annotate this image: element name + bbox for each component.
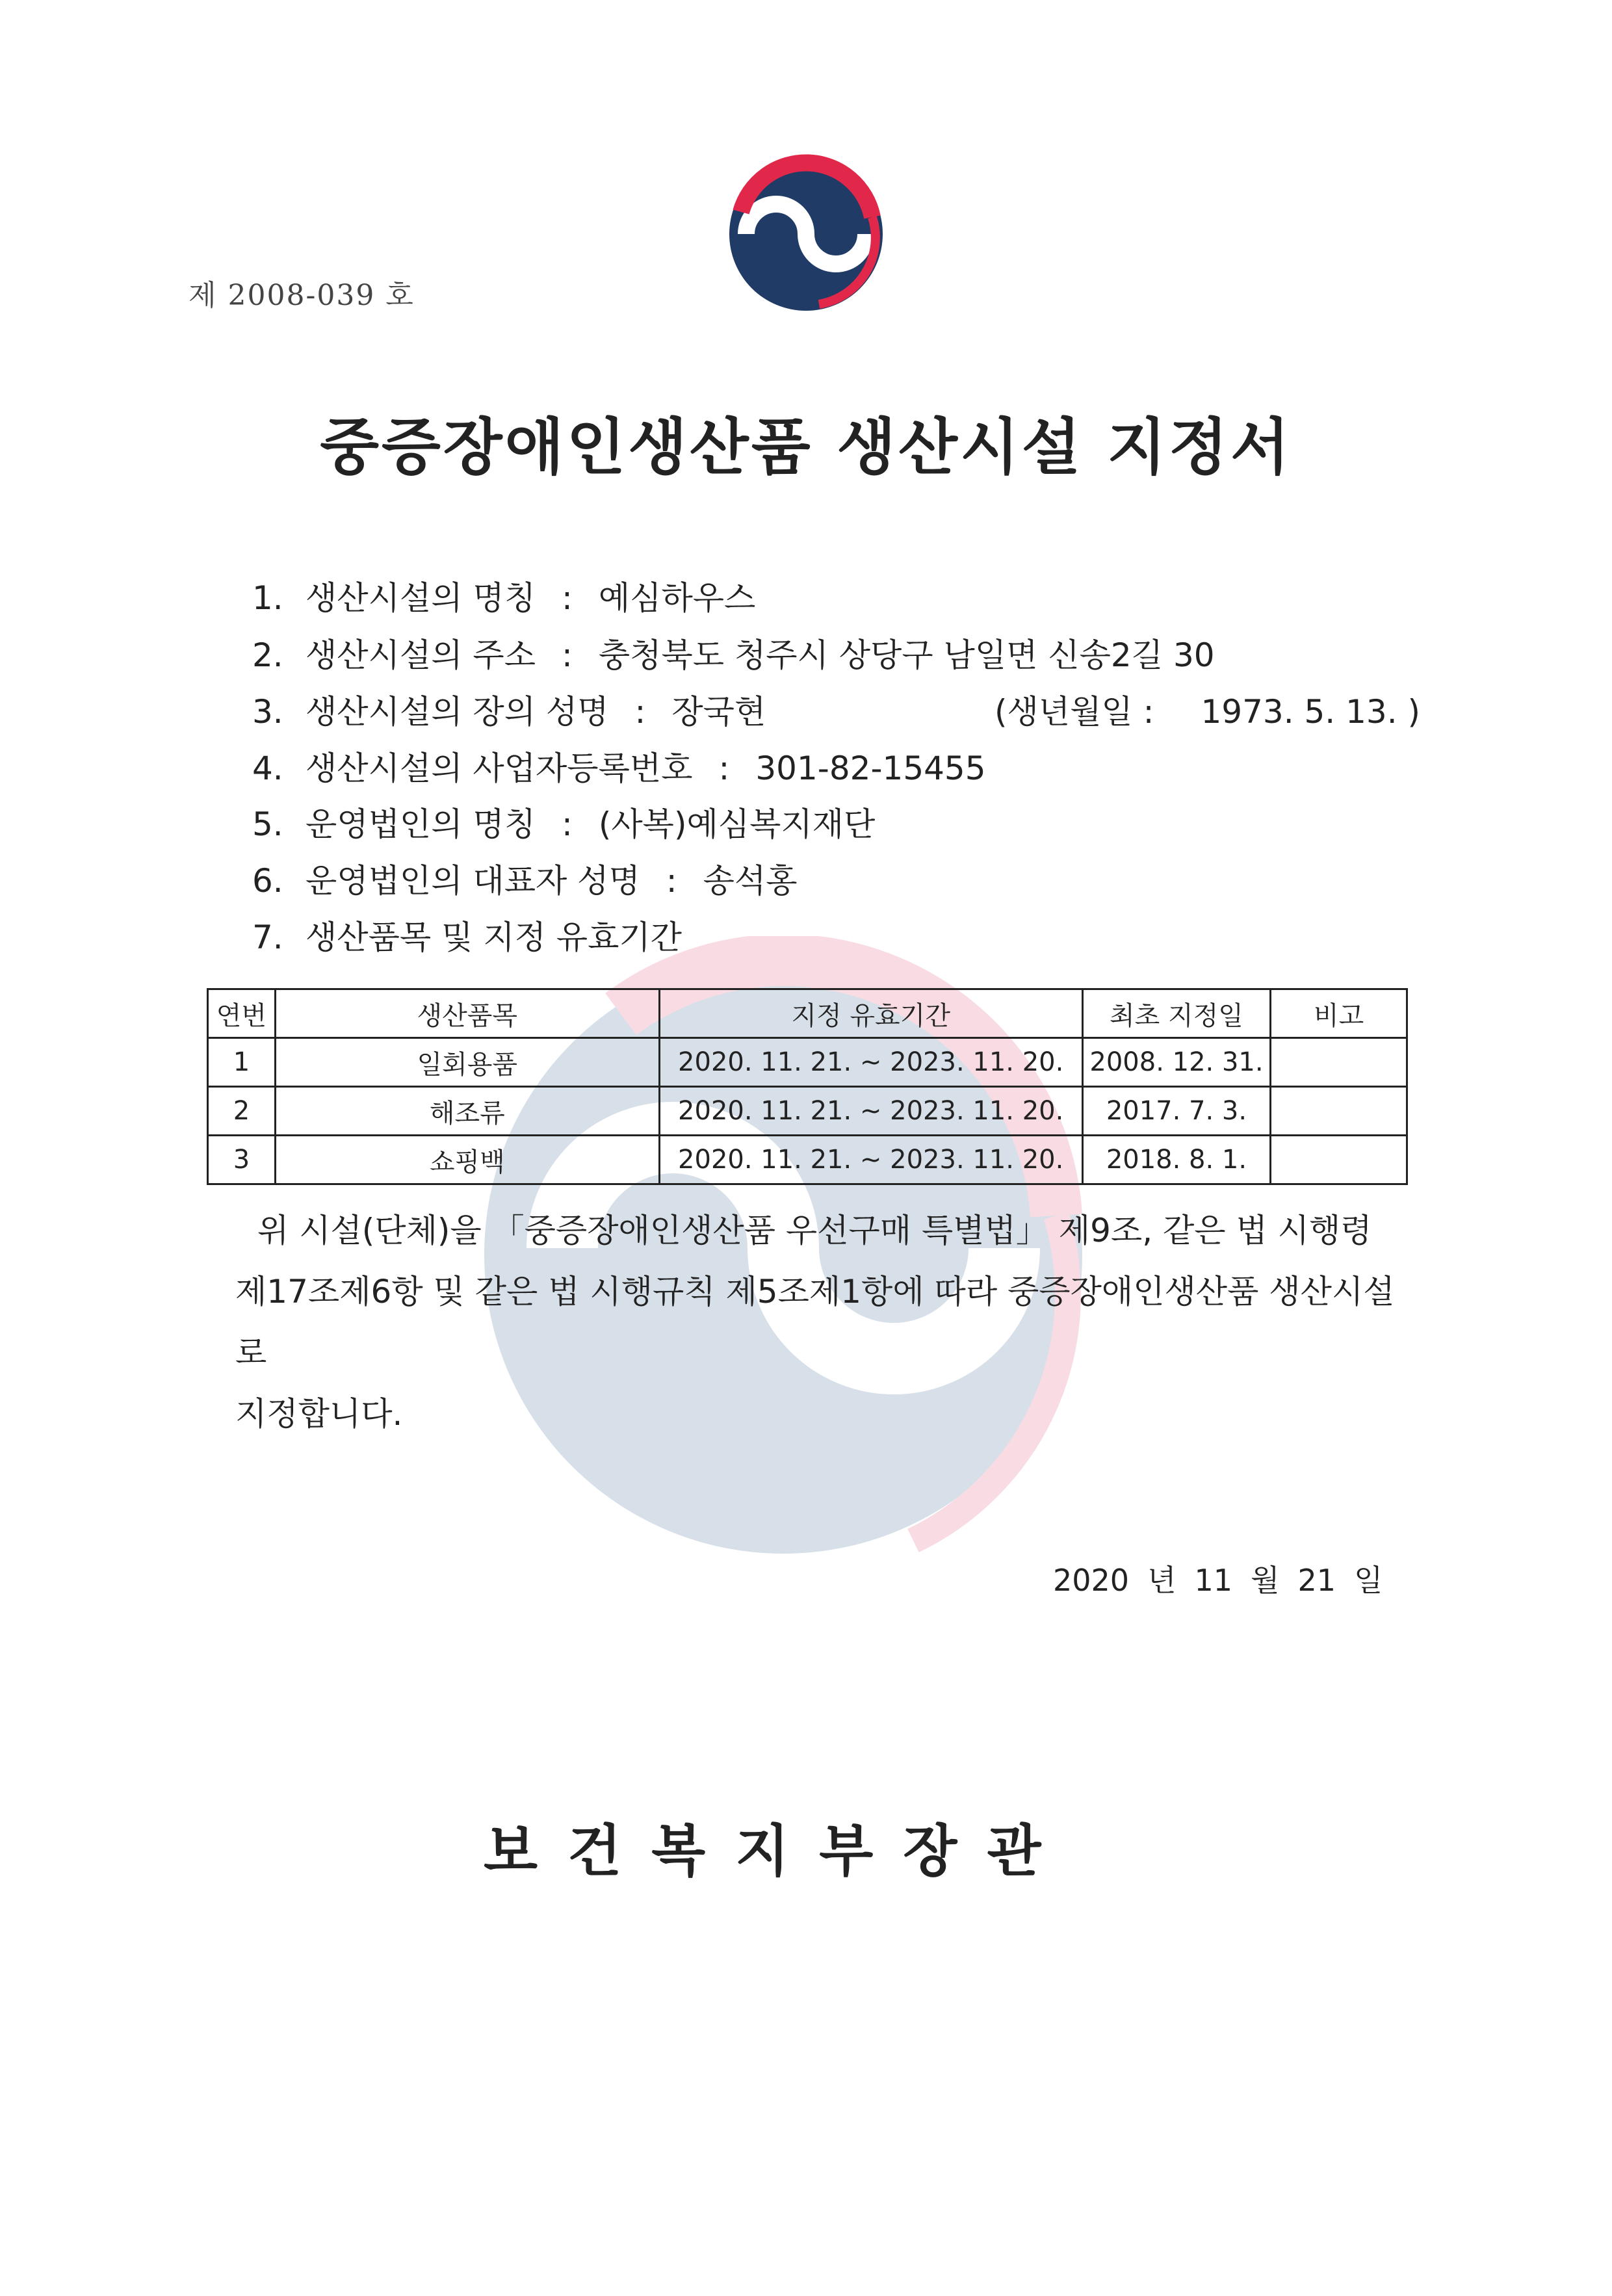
table-row — [208, 1136, 1407, 1184]
table-cell: 2020. 11. 21. ~ 2023. 11. 20. — [659, 1136, 1082, 1184]
table-cell: 2008. 12. 31. — [1082, 1038, 1271, 1087]
table-header: 생산품목 — [275, 989, 659, 1038]
body-paragraph — [235, 1200, 1405, 1444]
table-header: 최초 지정일 — [1082, 989, 1271, 1038]
table-cell: 쇼핑백 — [275, 1136, 659, 1184]
list-item: 6. 운영법인의 대표자 성명 : 송석홍 — [252, 862, 798, 900]
table-row — [208, 1038, 1407, 1087]
list-item: 4. 생산시설의 사업자등록번호 : 301-82-15455 — [252, 750, 986, 787]
table-cell — [1271, 1038, 1407, 1087]
table-row — [208, 1087, 1407, 1136]
signer-title: 보건복지부장관 — [484, 1819, 1071, 1884]
table-cell: 2017. 7. 3. — [1082, 1087, 1271, 1136]
table-header: 연번 — [208, 989, 276, 1038]
list-item: 1. 생산시설의 명칭 : 예심하우스 — [252, 579, 756, 617]
table-header: 비고 — [1271, 989, 1407, 1038]
list-item: 7. 생산품목 및 지정 유효기간 — [252, 919, 682, 956]
table-cell: 3 — [208, 1136, 276, 1184]
table-cell — [1271, 1136, 1407, 1184]
list-item: 2. 생산시설의 주소 : 충청북도 청주시 상당구 남일면 신송2길 30 — [252, 636, 1215, 674]
birth-date: (생년월일 : 1973. 5. 13. ) — [994, 693, 1421, 731]
issue-date: 2020 년 11 월 21 일 — [1053, 1563, 1383, 1598]
paragraph-line: 지정합니다. — [235, 1395, 403, 1433]
table-cell: 2020. 11. 21. ~ 2023. 11. 20. — [659, 1087, 1082, 1136]
table-cell: 1 — [208, 1038, 276, 1087]
products-table — [207, 988, 1408, 1185]
table-cell: 2018. 8. 1. — [1082, 1136, 1271, 1184]
paragraph-line: 위 시설(단체)을 「중증장애인생산품 우선구매 특별법」 제9조, 같은 법 시행령 — [257, 1212, 1372, 1249]
table-cell: 해조류 — [275, 1087, 659, 1136]
page-title: 중증장애인생산품 생산시설 지정서 — [320, 412, 1292, 483]
document-number: 제 2008-039 호 — [188, 279, 415, 312]
table-header-row — [208, 989, 1407, 1038]
government-emblem-icon — [722, 150, 890, 319]
list-item: 3. 생산시설의 장의 성명 : 장국현 — [252, 693, 766, 731]
table-cell: 2 — [208, 1087, 276, 1136]
table-header: 지정 유효기간 — [659, 989, 1082, 1038]
table-cell: 일회용품 — [275, 1038, 659, 1087]
table-cell: 2020. 11. 21. ~ 2023. 11. 20. — [659, 1038, 1082, 1087]
paragraph-line: 제17조제6항 및 같은 법 시행규칙 제5조제1항에 따라 중증장애인생산품 생산시설로 — [235, 1273, 1395, 1372]
list-item: 5. 운영법인의 명칭 : (사복)예심복지재단 — [252, 805, 876, 843]
table-cell — [1271, 1087, 1407, 1136]
